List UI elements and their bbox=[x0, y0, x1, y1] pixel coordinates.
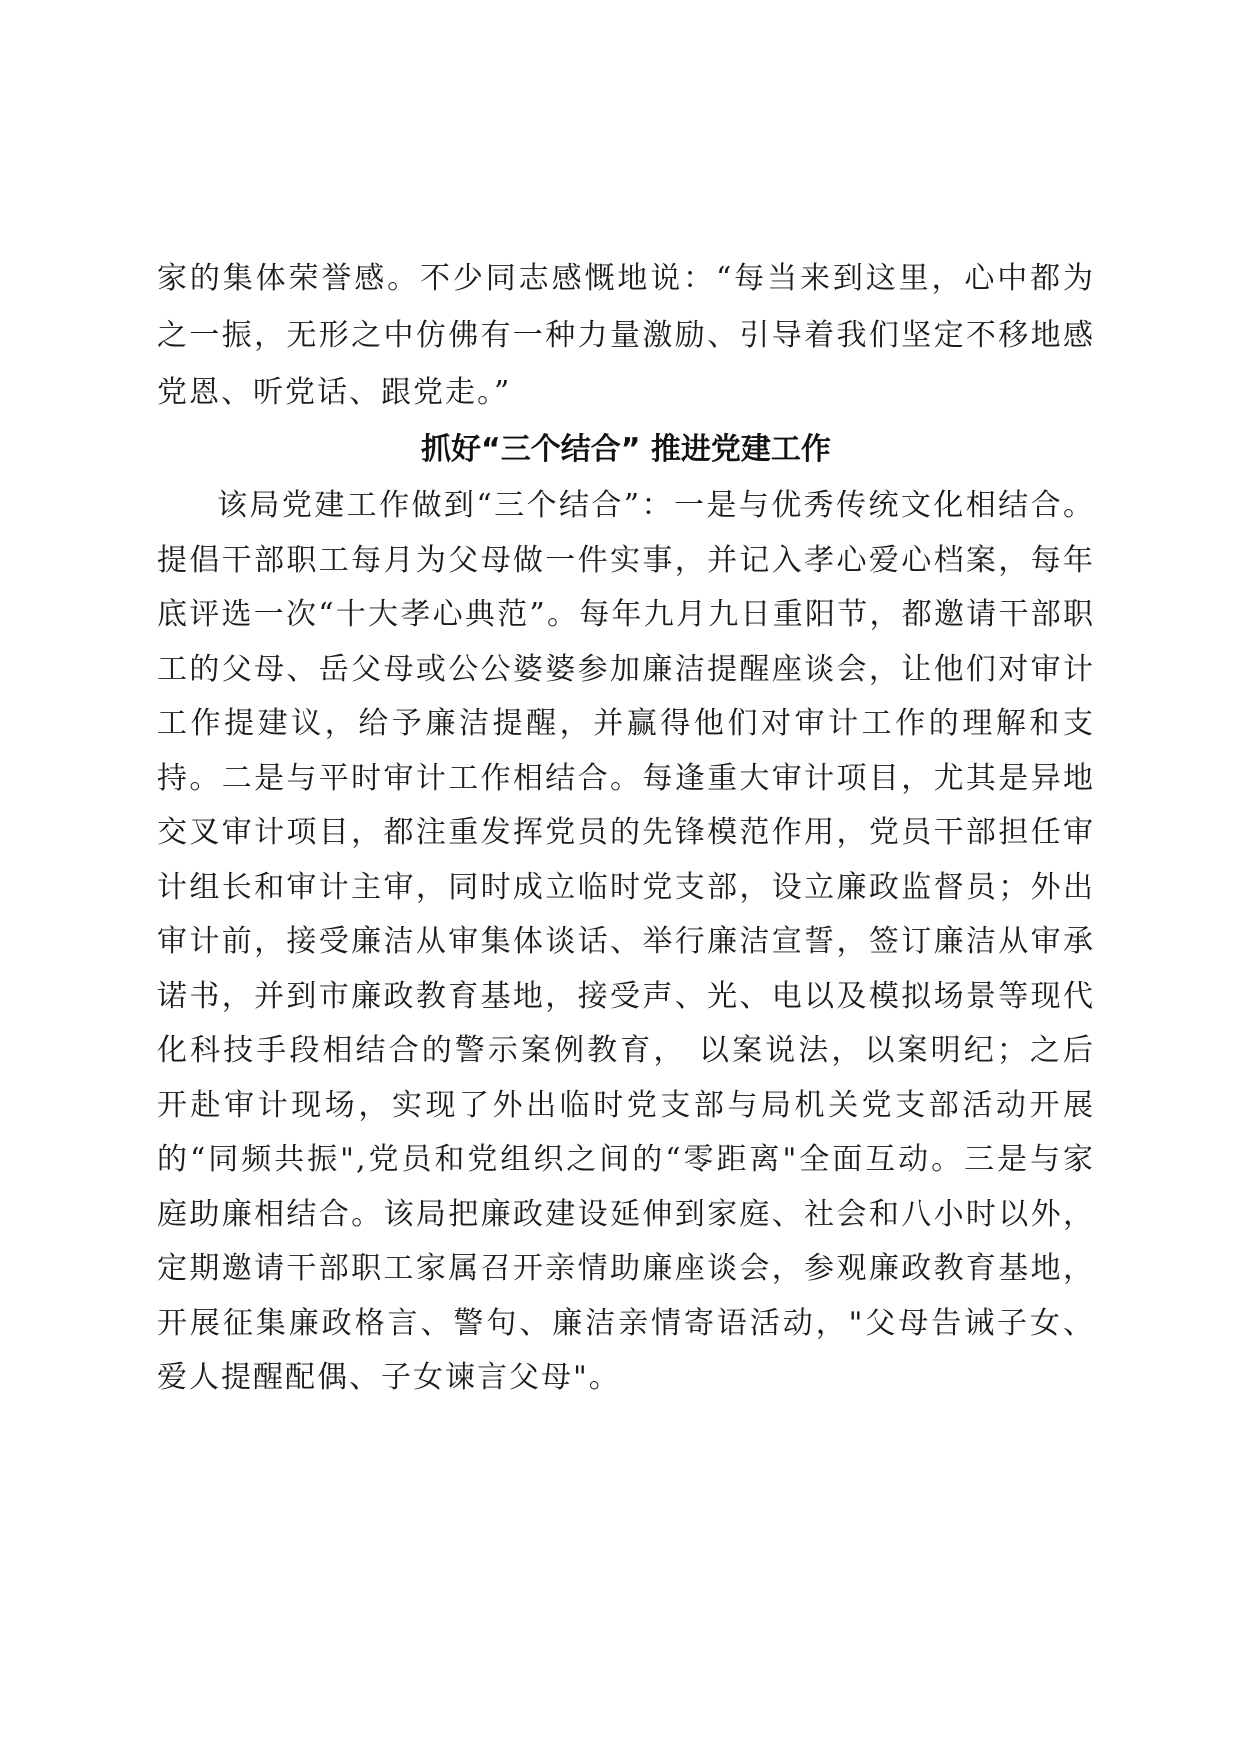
intro-paragraph: 家的集体荣誉感。不少同志感慨地说：“每当来到这里，心中都为之一振，无形之中仿佛有一种力量激励、引导着我们坚定不移地感党恩、听党话、跟党走。” bbox=[157, 261, 1095, 410]
section-heading: 抓好“三个结合” 推进党建工作 bbox=[421, 432, 831, 467]
body-paragraph: 该局党建工作做到“三个结合”：一是与优秀传统文化相结合。提倡干部职工每月为父母做一件实事，并记入孝心爱心档案，每年底评选一次“十大孝心典范”。每年九月九日重阳节，都邀请干部职工的父母、岳父母或公公婆婆参加廉洁提醒座谈会，让他们对审计工作提建议，给予廉洁提醒，并赢得他们对审计工作的理解和支持。二是与平时审计工作相结合。每逢重大审计项目，尤其是异地交叉审计项目，都注重发挥党员的先锋模范作用，党员干部担任审计组长和审计主审，同时成立临时党支部，设立廉政监督员；外出审计前，接受廉洁从审集体谈话、举行廉洁宣誓，签订廉洁从审承诺书，并到市廉政教育基地，接受声、光、电以及模拟场景等现代化科技手段相结合的警示案例教育， 以案说法，以案明纪；之后开赴审计现场，实现了外出临时党支部与局机关党支部活动开展的“同频共振",党员和党组织之间的“零距离"全面互动。三是与家庭助廉相结合。该局把廉政建设延伸到家庭、社会和八小时以外，定期邀请干部职工家属召开亲情助廉座谈会，参观廉政教育基地，开展征集廉政格言、警句、廉洁亲情寄语活动，"父母告诫子女、爱人提醒配偶、子女谏言父母"。 bbox=[157, 488, 1095, 1395]
document-content bbox=[157, 250, 1095, 1406]
